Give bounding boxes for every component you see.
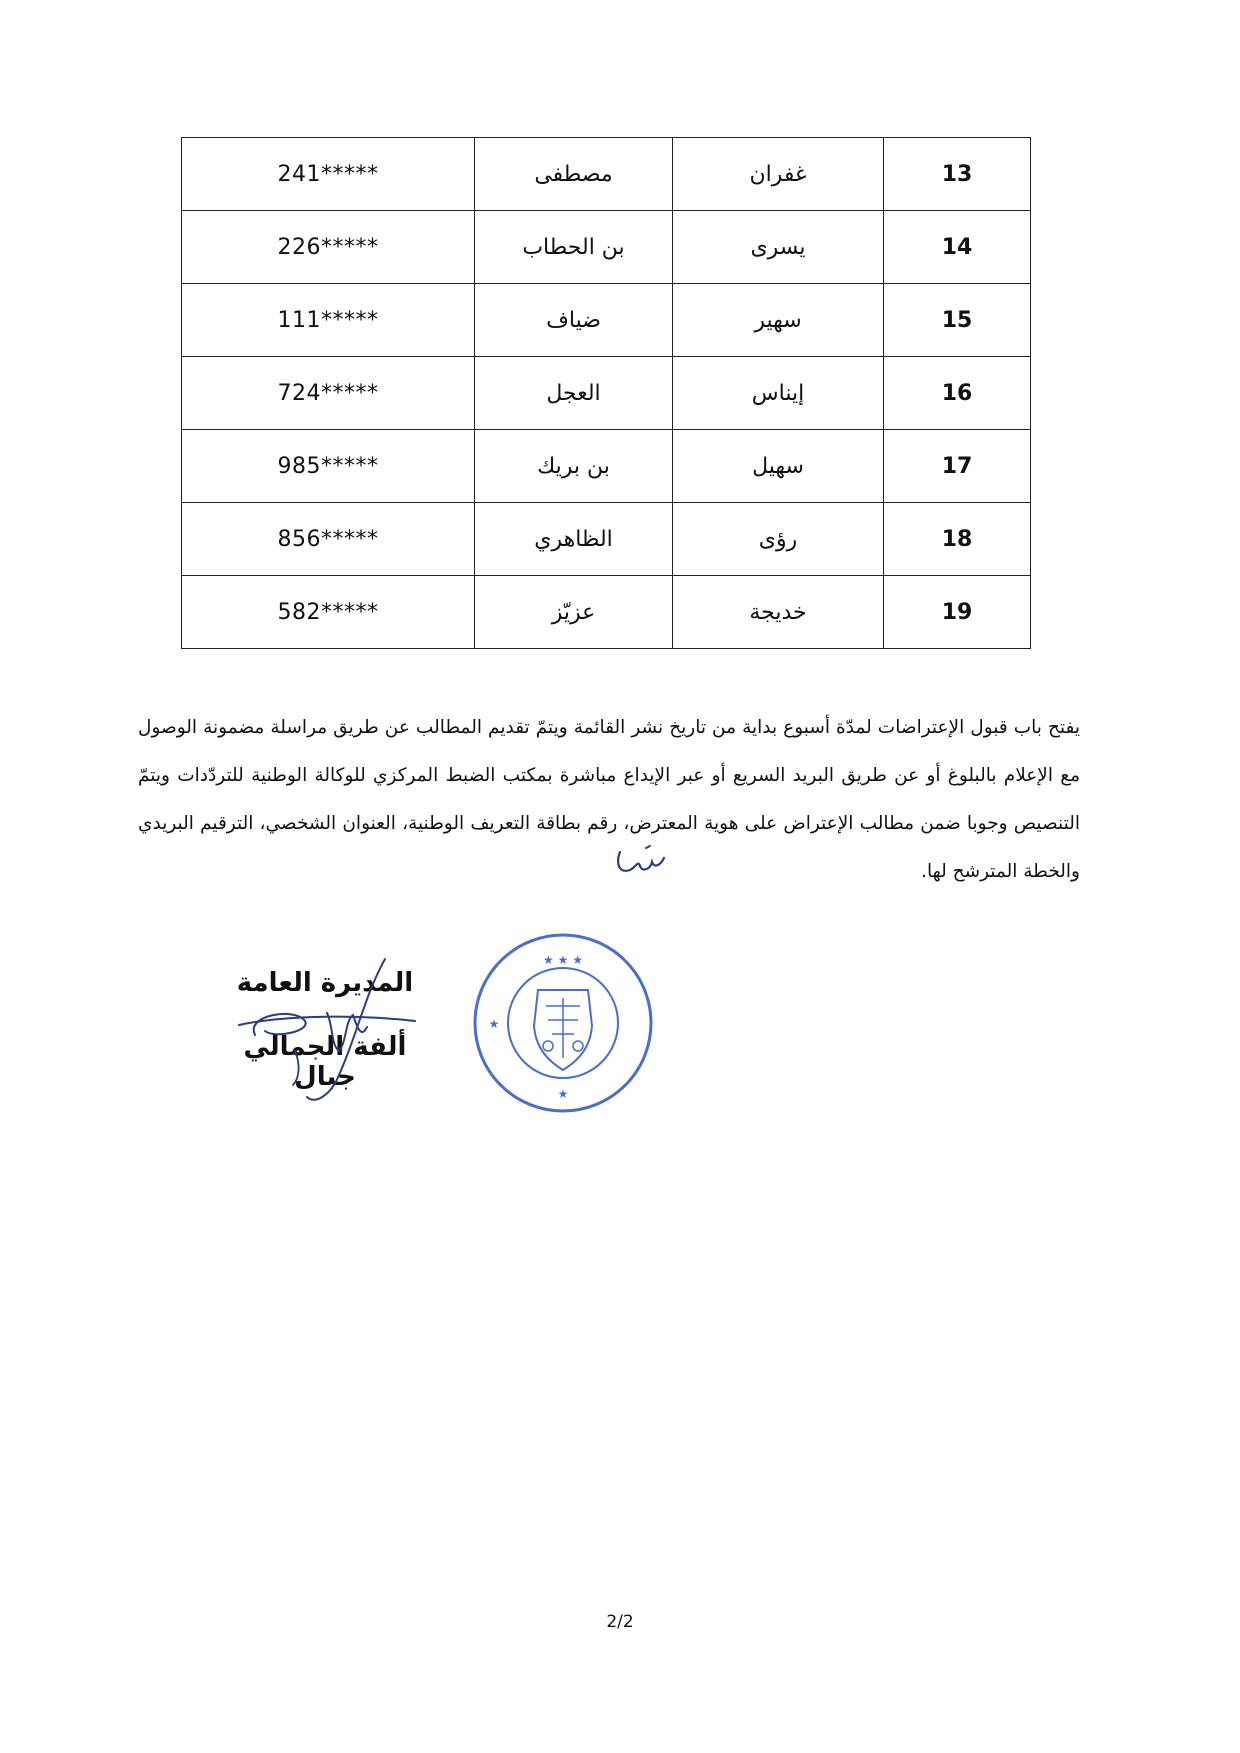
first-name-cell: إيناس (673, 357, 884, 430)
table-row (182, 138, 1031, 211)
page-number: 2/2 (606, 1612, 634, 1632)
official-stamp (468, 928, 658, 1118)
signatory-name: ألفة الجمالي جبال (243, 1032, 407, 1092)
table-row (182, 357, 1031, 430)
id-number-cell: *****582 (182, 576, 475, 649)
first-name-cell: يسرى (673, 211, 884, 284)
last-name-cell: بن بريك (475, 430, 673, 503)
first-name-cell: خديجة (673, 576, 884, 649)
id-number-cell: *****226 (182, 211, 475, 284)
last-name-cell: الظاهري (475, 503, 673, 576)
row-number-cell: 18 (884, 503, 1031, 576)
row-number-cell: 16 (884, 357, 1031, 430)
table-row (182, 430, 1031, 503)
table-row (182, 503, 1031, 576)
first-name-cell: غفران (673, 138, 884, 211)
objection-notice: يفتح باب قبول الإعتراضات لمدّة أسبوع بداية من تاريخ نشر القائمة ويتمّ تقديم المطالب عن طريق مراسلة مضمونة الوصول مع الإعلام بالبلوغ أو عن طريق البريد السريع أو عبر الإيداع مباشرة بمكتب الضبط المركزي للوكالة الوطنية للتردّدات ويتمّ التنصيص وجوبا ضمن مطالب الإعتراض على هوية المعترض، رقم بطاقة التعريف الوطنية، العنوان الشخصي، الترقيم البريدي والخطة المترشح لها. (138, 716, 1080, 882)
row-number-cell: 17 (884, 430, 1031, 503)
row-number-cell: 15 (884, 284, 1031, 357)
first-name-cell: سهير (673, 284, 884, 357)
candidates-table (181, 137, 1031, 649)
svg-text:★: ★ (557, 1087, 569, 1101)
last-name-cell: ضياف (475, 284, 673, 357)
svg-text:★ ★ ★: ★ ★ ★ (543, 953, 583, 967)
id-number-cell: *****724 (182, 357, 475, 430)
last-name-cell: مصطفى (475, 138, 673, 211)
id-number-cell: *****241 (182, 138, 475, 211)
handwritten-signature (235, 955, 425, 1115)
id-number-cell: *****985 (182, 430, 475, 503)
handwritten-initials (612, 840, 672, 880)
table-row (182, 576, 1031, 649)
candidates-table-body (182, 138, 1031, 649)
table-row (182, 284, 1031, 357)
last-name-cell: العجل (475, 357, 673, 430)
row-number-cell: 13 (884, 138, 1031, 211)
svg-text:★: ★ (488, 1017, 500, 1031)
row-number-cell: 14 (884, 211, 1031, 284)
id-number-cell: *****111 (182, 284, 475, 357)
row-number-cell: 19 (884, 576, 1031, 649)
last-name-cell: بن الحطاب (475, 211, 673, 284)
table-row (182, 211, 1031, 284)
last-name-cell: عزيّز (475, 576, 673, 649)
first-name-cell: سهيل (673, 430, 884, 503)
signatory-title: المديرة العامة (236, 968, 414, 998)
first-name-cell: رؤى (673, 503, 884, 576)
id-number-cell: *****856 (182, 503, 475, 576)
